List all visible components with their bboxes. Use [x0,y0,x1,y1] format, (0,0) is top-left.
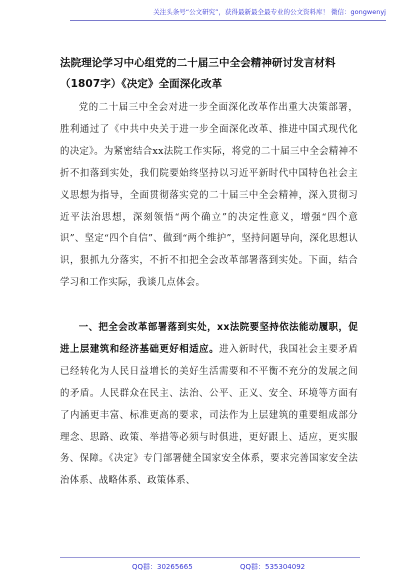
footer [100,560,320,574]
section-heading: 一、把全会改革部署落到实处，xx法院要坚持依法能动履职，促进上层建筑和经济基础更好相适应。 [60,322,358,355]
section-body: 进入新时代，我国社会主要矛盾已经转化为人民日益增长的美好生活需要和不平衡不充分的发展之间的矛盾。人民群众在民主、法治、公平、正义、安全、环境等方面有了内涵更丰富、标准更高的要求，司法作为上层建筑的重要组成部分理念、思路、政策、举措等必须与时俱进，更好跟上、适应，更实服务、保障。《决定》专门部署健全国家安全体系，要求完善国家安全法治体系、战略体系、政策体系、 [60,343,358,487]
document-title: 法院理论学习中心组党的二十届三中全会精神研讨发言材料（1807字）《决定》全面深化改革 [60,57,336,90]
body-paragraph: 党的二十届三中全会对进一步全面深化改革作出重大决策部署，胜利通过了《中共中央关于进一步全面深化改革、推进中国式现代化的决定》。为紧密结合xx法院工作实际，将党的二十届三中全会精神不折不扣落到实处，我们院要始终坚持以习近平新时代中国特色社会主义思想为指导，全面贯彻落实党的二十届三中全会精神，深入贯彻习近平法治思想，深刻领悟“两个确立”的决定性意义，增强“四个意识”、坚定“四个自信”、做到“两个维护”，坚持问题导向，深化思想认识，狠抓九分落实，不折不扣把全会改革部署落到实处。下面，结合学习和工作实际，我谈几点体会。 [60,102,358,289]
footer-divider [60,557,360,558]
body-paragraph-section-1 [60,317,358,492]
header-banner: 关注头条号“公文研究”，获得最新最全最专业的公文资料库！ 微信：gongwenyj [70,6,386,21]
footer-qq-group-left: QQ群：30265665 [132,563,193,571]
footer-qq-group-right: QQ群：535304092 [240,563,306,571]
